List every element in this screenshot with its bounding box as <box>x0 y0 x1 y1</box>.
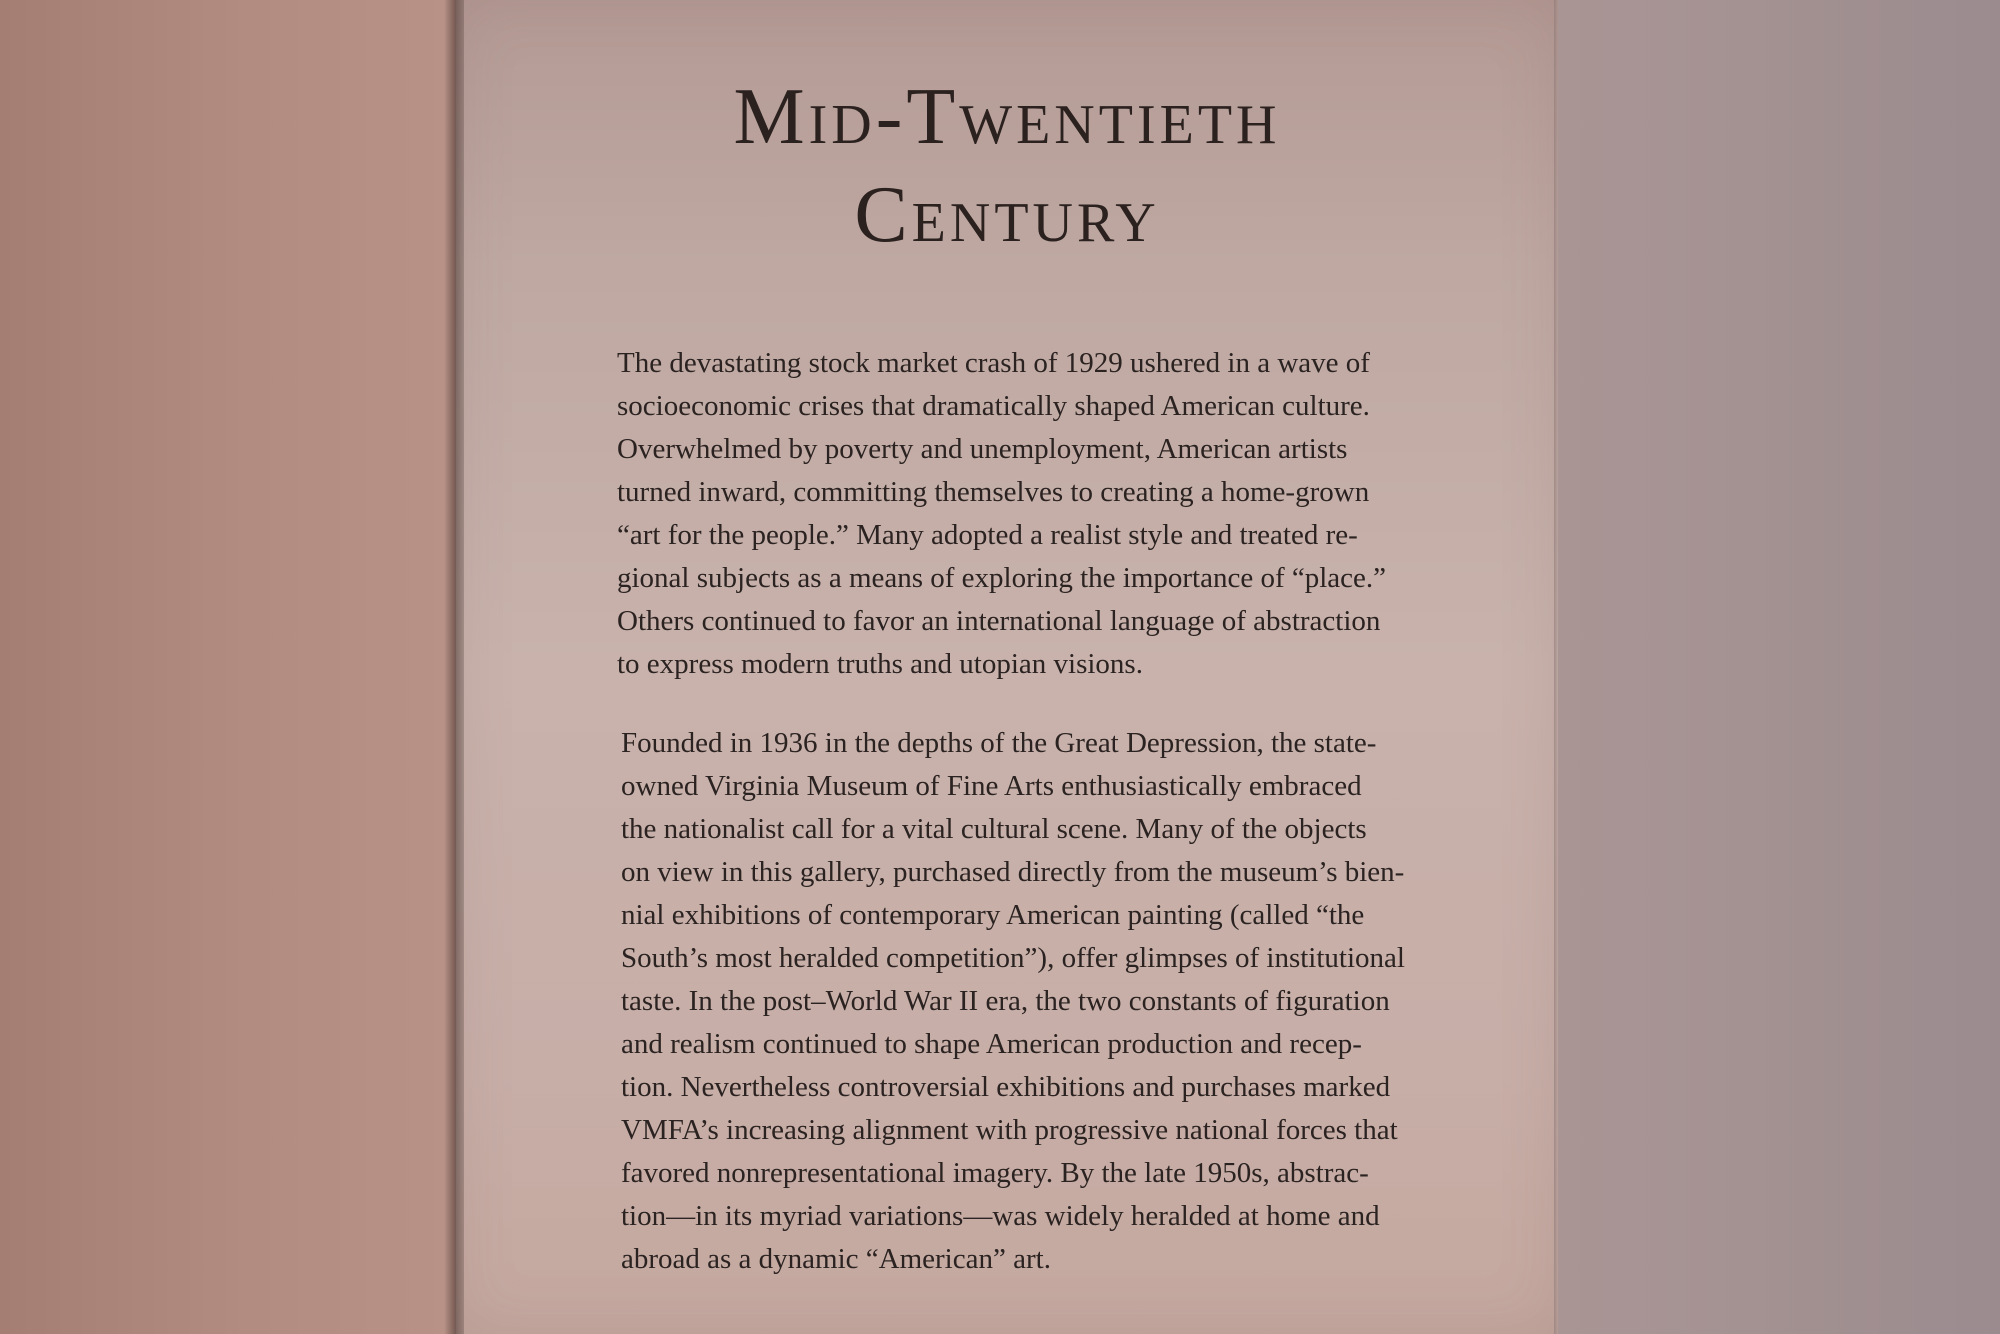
text-line: tion—in its myriad variations—was widely heralded at home and <box>621 1200 1380 1232</box>
text-line: taste. In the post–World War II era, the two constants of figuration <box>621 985 1390 1017</box>
text-line: gional subjects as a means of exploring the importance of “place.” <box>617 562 1387 594</box>
text-line: favored nonrepresentational imagery. By the late 1950s, abstrac- <box>621 1157 1369 1189</box>
text-line: on view in this gallery, purchased directly from the museum’s bien- <box>621 856 1405 888</box>
text-line: tion. Nevertheless controversial exhibitions and purchases marked <box>621 1071 1391 1103</box>
sign-title <box>456 68 1558 264</box>
text-line: “art for the people.” Many adopted a realist style and treated re- <box>617 519 1358 551</box>
title-line: Mid-Twentieth <box>733 73 1281 161</box>
intro-paragraph <box>617 342 1386 686</box>
text-line: the nationalist call for a vital cultural scene. Many of the objects <box>621 813 1367 845</box>
wall-left <box>0 0 455 1334</box>
text-line: South’s most heralded competition”), offer glimpses of institutional <box>621 942 1405 974</box>
text-line: The devastating stock market crash of 1929 ushered in a wave of <box>617 347 1370 379</box>
text-line: turned inward, committing themselves to creating a home-grown <box>617 476 1370 508</box>
museum-paragraph <box>621 722 1405 1281</box>
text-line: VMFA’s increasing alignment with progressive national forces that <box>621 1114 1398 1146</box>
title-line: Century <box>854 171 1160 259</box>
text-line: and realism continued to shape American production and recep- <box>621 1028 1362 1060</box>
text-line: abroad as a dynamic “American” art. <box>621 1243 1051 1275</box>
text-line: to express modern truths and utopian visions. <box>617 648 1143 680</box>
wall-right <box>1558 0 2000 1334</box>
text-line: socioeconomic crises that dramatically shaped American culture. <box>617 390 1370 422</box>
text-line: nial exhibitions of contemporary American painting (called “the <box>621 899 1365 931</box>
text-line: owned Virginia Museum of Fine Arts enthusiastically embraced <box>621 770 1362 802</box>
text-line: Overwhelmed by poverty and unemployment, American artists <box>617 433 1348 465</box>
text-line: Founded in 1936 in the depths of the Great Depression, the state- <box>621 727 1377 759</box>
text-line: Others continued to favor an international language of abstraction <box>617 605 1381 637</box>
